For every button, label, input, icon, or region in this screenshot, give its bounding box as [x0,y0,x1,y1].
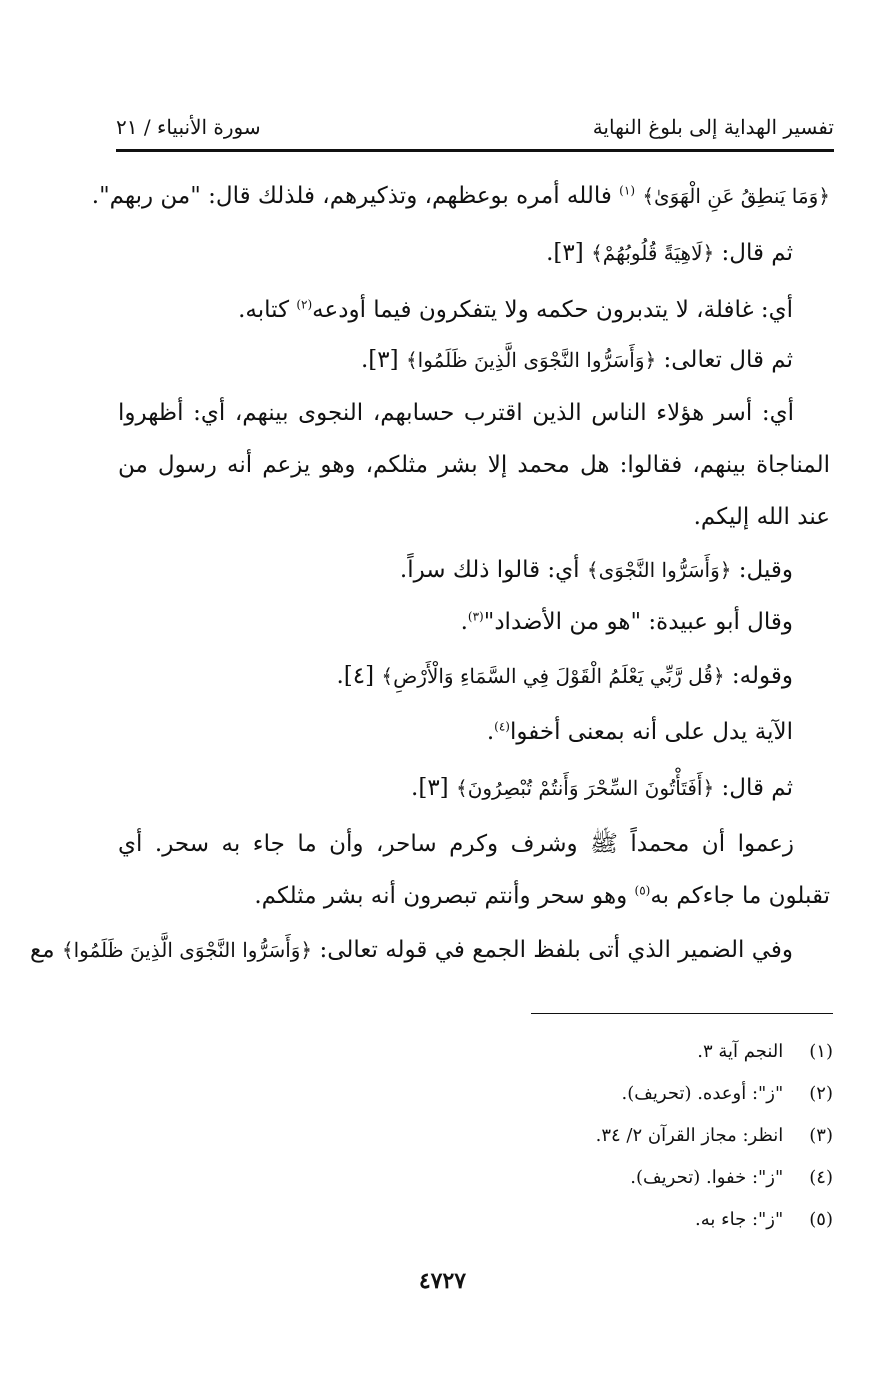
footnote-number: (٥) [809,1209,833,1230]
footnote-text: انظر: مجاز القرآن ٢/ ٣٤. [595,1125,784,1146]
paragraph-text-2: . [486,719,495,745]
quran-verse: ﴿وَأَسَرُّوا النَّجْوَى الَّذِينَ ظَلَمُوا﴾ [61,938,313,962]
footnote-ref: (٢) [296,297,313,312]
footnote-number: (٣) [809,1125,833,1146]
footnote-ref: (٣) [467,609,484,624]
paragraph-11 [118,818,830,922]
paragraph-text-2: . [460,609,468,635]
verse-ref: [٣]. [361,347,399,373]
paragraph-intro: ثم قال تعالى: [656,347,793,373]
footnote-text: "ز": أوعده. (تحريف). [621,1083,784,1104]
verse-ref: [٣]. [411,775,449,801]
footnote-5 [695,1206,833,1234]
footnote-number: (٢) [809,1083,833,1104]
paragraph-text: مع [30,937,55,963]
footnote-text: "ز": خفوا. (تحريف). [630,1167,784,1188]
paragraph-intro: وقوله: [724,663,793,689]
quran-verse: ﴿وَأَسَرُّوا النَّجْوَى الَّذِينَ ظَلَمُوا﴾ [405,348,657,372]
footnote-4 [630,1164,833,1192]
paragraph-intro: وفي الضمير الذي أتى بلفظ الجمع في قوله تعالى: [312,937,793,963]
paragraph-intro: وقيل: [731,557,793,583]
paragraph-5 [118,387,830,543]
paragraph-3 [238,284,793,336]
paragraph-text: أي: غافلة، لا يتدبرون حكمه ولا يتفكرون فيما أودعه [312,297,793,323]
footnote-ref: (٤) [494,719,510,734]
footnote-1 [697,1038,833,1066]
footnote-text: النجم آية ٣. [697,1041,784,1062]
paragraph-text: زعموا أن محمداً ﷺ وشرف وكرم ساحر، وأن ما جاء به سحر. أي تقبلون ما جاءكم به [118,831,830,909]
quran-verse: ﴿لَاهِيَةً قُلُوبُهُمْ﴾ [591,241,715,265]
paragraph-text: فالله أمره بوعظهم، وتذكيرهم، فلذلك قال: "من ربهم". [91,183,612,209]
footnote-3 [596,1122,833,1150]
paragraph-8 [336,650,793,702]
footnote-ref: (١) [619,183,635,198]
paragraph-text-2: كتابه. [238,297,297,323]
paragraph-7 [461,596,793,648]
footnote-ref: (٥) [634,883,651,898]
footnote-number: (١) [809,1041,833,1062]
footnote-number: (٤) [809,1167,833,1188]
page-number: ٤٧٢٧ [418,1268,467,1294]
paragraph-text-2: وهو سحر وأنتم تبصرون أنه بشر مثلكم. [254,883,635,909]
paragraph-4 [361,334,793,386]
paragraph-intro: ثم قال: [714,240,793,266]
paragraph-2 [546,227,793,279]
footnote-rule [531,1013,833,1014]
quran-verse: ﴿وَأَسَرُّوا النَّجْوَى﴾ [586,558,732,582]
surah-label: سورة الأنبياء / ٢١ [116,115,261,139]
verse-ref: [٤]. [336,663,375,689]
paragraph-12 [30,924,793,976]
paragraph-6 [400,544,793,596]
footnote-2 [622,1080,834,1108]
quran-verse: ﴿قُل رَّبِّي يَعْلَمُ الْقَوْلَ فِي السَّمَاءِ وَالْأَرْضِ﴾ [381,664,725,688]
book-title: تفسير الهداية إلى بلوغ النهاية [592,115,834,139]
quran-verse: ﴿أَفَتَأْتُونَ السِّحْرَ وَأَنتُمْ تُبْصِرُونَ﴾ [455,776,715,800]
paragraph-text: أي: قالوا ذلك سراً. [399,557,580,583]
header-rule [116,149,834,152]
paragraph-1 [92,170,830,222]
paragraph-text: الآية يدل على أنه بمعنى أخفوا [509,719,793,745]
paragraph-text: أي: أسر هؤلاء الناس الذين اقترب حسابهم، النجوى بينهم، أي: أظهروا المناجاة بينهم، فقالوا: هل محمد إلا بشر مثلكم، وهو يزعم أنه رسول من عند الله إليكم. [118,400,830,530]
verse-ref: [٣]. [546,240,584,266]
paragraph-9 [487,706,793,758]
footnote-text: "ز": جاء به. [695,1209,784,1230]
paragraph-text: وقال أبو عبيدة: "هو من الأضداد" [483,609,793,635]
paragraph-intro: ثم قال: [714,775,793,801]
paragraph-10 [411,762,793,814]
running-header [116,112,834,142]
quran-verse: ﴿وَمَا يَنطِقُ عَنِ الْهَوَىٰ﴾ [642,184,830,208]
